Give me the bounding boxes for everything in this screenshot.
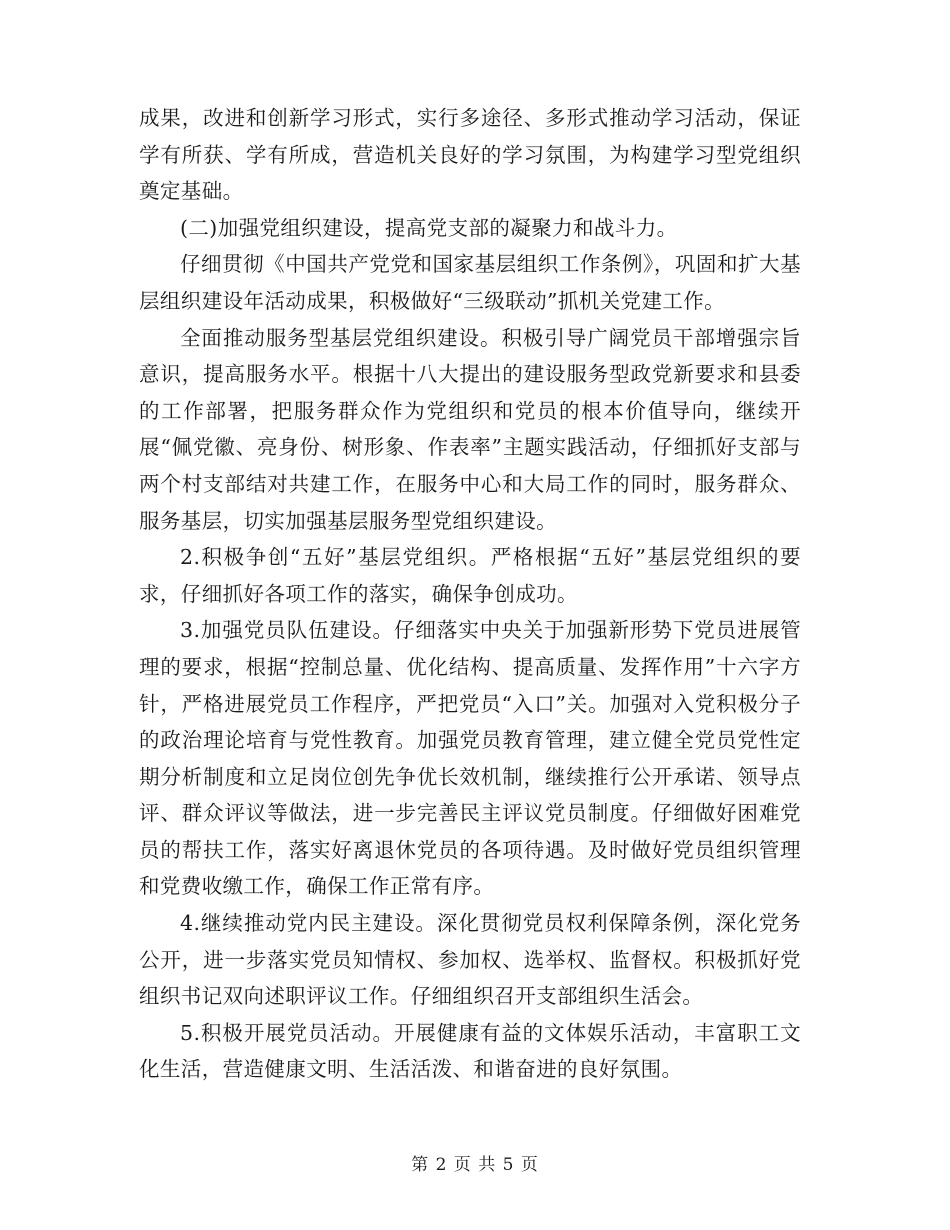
paragraph-item-5: 5.积极开展党员活动。开展健康有益的文体娱乐活动，丰富职工文化生活，营造健康文明、生活活泼、和谐奋进的良好氛围。 bbox=[139, 1020, 801, 1082]
paragraph-item-2: 2.积极争创“五好”基层党组织。严格根据“五好”基层党组织的要求，仔细抓好各项工作的落实，确保争创成功。 bbox=[139, 545, 801, 606]
paragraph-item-3: 3.加强党员队伍建设。仔细落实中央关于加强新形势下党员进展管理的要求，根据“控制总量、优化结构、提高质量、发挥作用”十六字方针，严格进展党员工作程序，严把党员“入口”关。加强对入党积极分子的政治理论培育与党性教育。加强党员教育管理，建立健全党员党性定期分析制度和立足岗位创先争优长效机制，继续推行公开承诺、领导点评、群众评议等做法，进一步完善民主评议党员制度。仔细做好困难党员的帮扶工作，落实好离退休党员的各项待遇。及时做好党员组织管理和党费收缴工作，确保工作正常有序。 bbox=[139, 618, 801, 899]
paragraph-continuation: 成果，改进和创新学习形式，实行多途径、多形式推动学习活动，保证学有所获、学有所成，营造机关良好的学习氛围，为构建学习型党组织奠定基础。 bbox=[139, 106, 801, 204]
paragraph-service-organization: 全面推动服务型基层党组织建设。积极引导广阔党员干部增强宗旨意识，提高服务水平。根据十八大提出的建设服务型政党新要求和县委的工作部署，把服务群众作为党组织和党员的根本价值导向，继续开展“佩党徽、亮身份、树形象、作表率”主题实践活动，仔细抓好支部与两个村支部结对共建工作，在服务中心和大局工作的同时，服务群众、服务基层，切实加强基层服务型党组织建设。 bbox=[139, 325, 801, 533]
document-body bbox=[139, 100, 801, 1088]
section-heading: (二)加强党组织建设，提高党支部的凝聚力和战斗力。 bbox=[180, 215, 678, 240]
paragraph-regulation: 仔细贯彻《中国共产党党和国家基层组织工作条例》，巩固和扩大基层组织建设年活动成果，积极做好“三级联动”抓机关党建工作。 bbox=[139, 252, 801, 313]
paragraph-item-4: 4.继续推动党内民主建设。深化贯彻党员权利保障条例，深化党务公开，进一步落实党员知情权、参加权、选举权、监督权。积极抓好党组织书记双向述职评议工作。仔细组织召开支部组织生活会。 bbox=[139, 911, 801, 1009]
page-number-footer: 第 2 页 共 5 页 bbox=[411, 1155, 539, 1175]
